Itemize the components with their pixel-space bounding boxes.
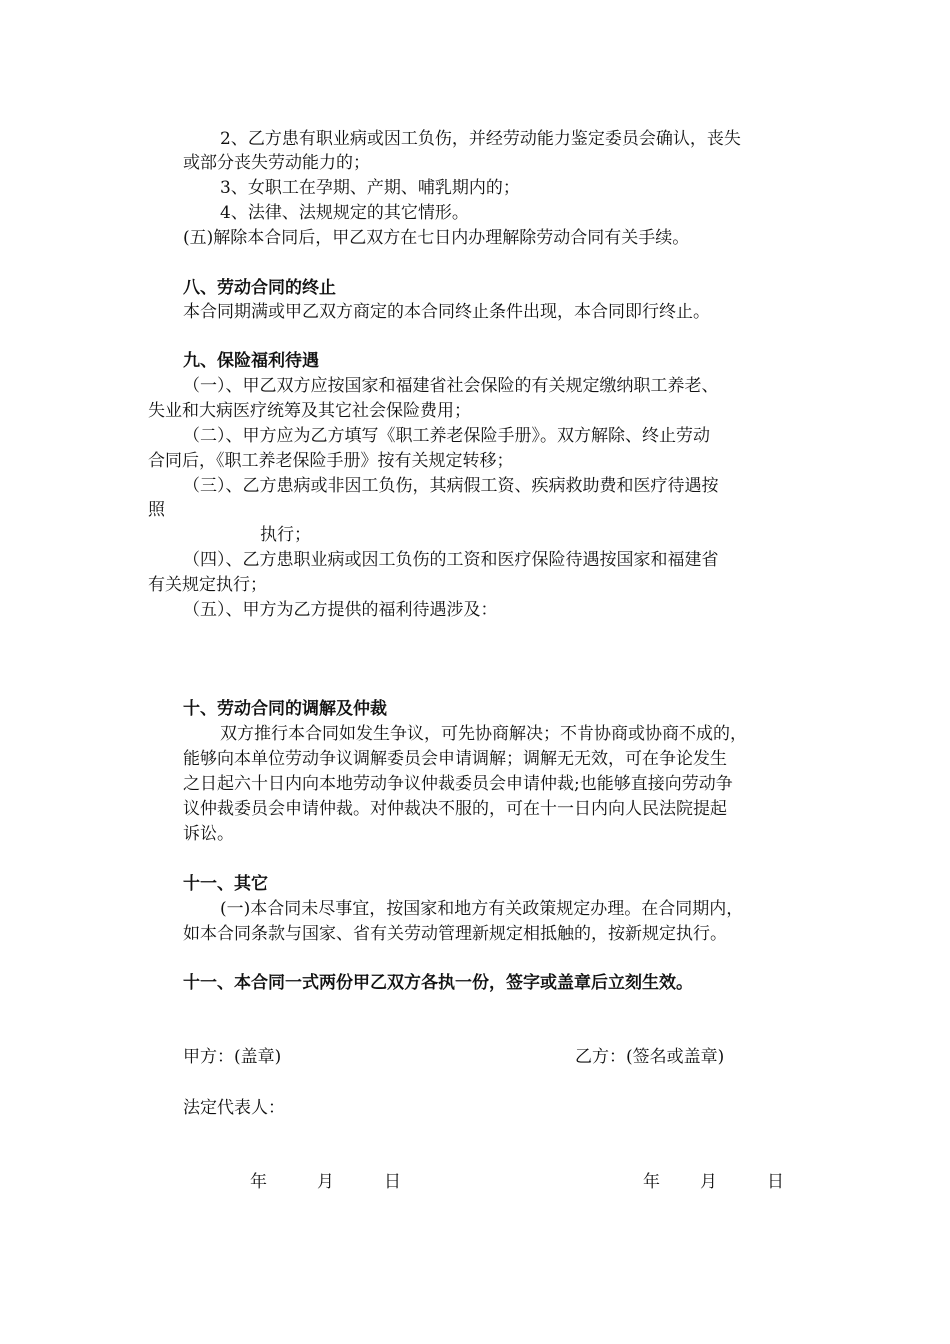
s10-line-5: 诉讼。 [183,824,234,844]
s9-line-9: 有关规定执行； [148,575,267,595]
date-a-day: 日 [384,1172,401,1192]
s7-line-2: 或部分丧失劳动能力的； [183,153,370,173]
s9-line-3: （二）、甲方应为乙方填写《职工养老保险手册》。双方解除、终止劳动 [183,426,710,446]
s9-line-4: 合同后，《职工养老保险手册》按有关规定转移； [148,451,514,471]
party-a-label: 甲方：(盖章) [183,1047,282,1067]
s10-line-4: 议仲裁委员会申请仲裁。对仲裁决不服的，可在十一日内向人民法院提起 [183,799,727,819]
s9-line-5: （三）、乙方患病或非因工负伤，其病假工资、疾病救助费和医疗待遇按 [183,476,719,496]
s8-heading: 八、劳动合同的终止 [183,278,336,298]
s9-line-6: 照 [148,500,165,520]
date-a-year: 年 [250,1172,267,1192]
s7-line-4: 4、法律、法规规定的其它情形。 [220,203,469,223]
s8-text: 本合同期满或甲乙双方商定的本合同终止条件出现，本合同即行终止。 [183,302,710,322]
s10-line-1: 双方推行本合同如发生争议，可先协商解决；不肯协商或协商不成的， [220,724,747,744]
s10-line-3: 之日起六十日内向本地劳动争议仲裁委员会申请仲裁;也能够直接向劳动争 [183,774,733,794]
party-b-label: 乙方：(签名或盖章) [575,1047,725,1067]
date-b-month: 月 [700,1172,717,1192]
s9-line-7: 执行； [260,525,311,545]
s9-line-8: （四）、乙方患职业病或因工负伤的工资和医疗保险待遇按国家和福建省 [183,550,719,570]
s7-line-1: 2、乙方患有职业病或因工负伤，并经劳动能力鉴定委员会确认，丧失 [220,129,741,149]
s9-line-1: （一）、甲乙双方应按国家和福建省社会保险的有关规定缴纳职工养老、 [183,376,719,396]
s12-heading: 十一、本合同一式两份甲乙双方各执一份，签字或盖章后立刻生效。 [183,973,693,993]
date-a-month: 月 [317,1172,334,1192]
s9-heading: 九、保险福利待遇 [183,351,319,371]
s10-line-2: 能够向本单位劳动争议调解委员会申请调解；调解无无效，可在争论发生 [183,749,727,769]
date-b-day: 日 [767,1172,784,1192]
s9-line-2: 失业和大病医疗统筹及其它社会保险费用； [148,401,471,421]
s11-heading: 十一、其它 [183,874,268,894]
date-b-year: 年 [643,1172,660,1192]
legal-rep-label: 法定代表人： [183,1098,285,1118]
s7-line-5: (五)解除本合同后，甲乙双方在七日内办理解除劳动合同有关手续。 [183,228,690,248]
s9-line-10: （五）、甲方为乙方提供的福利待遇涉及： [183,600,498,620]
s7-line-3: 3、女职工在孕期、产期、哺乳期内的； [220,178,520,198]
s10-heading: 十、劳动合同的调解及仲裁 [183,699,387,719]
s11-line-1: (一)本合同未尽事宜，按国家和地方有关政策规定办理。在合同期内， [220,899,744,919]
s11-line-2: 如本合同条款与国家、省有关劳动管理新规定相抵触的，按新规定执行。 [183,924,727,944]
